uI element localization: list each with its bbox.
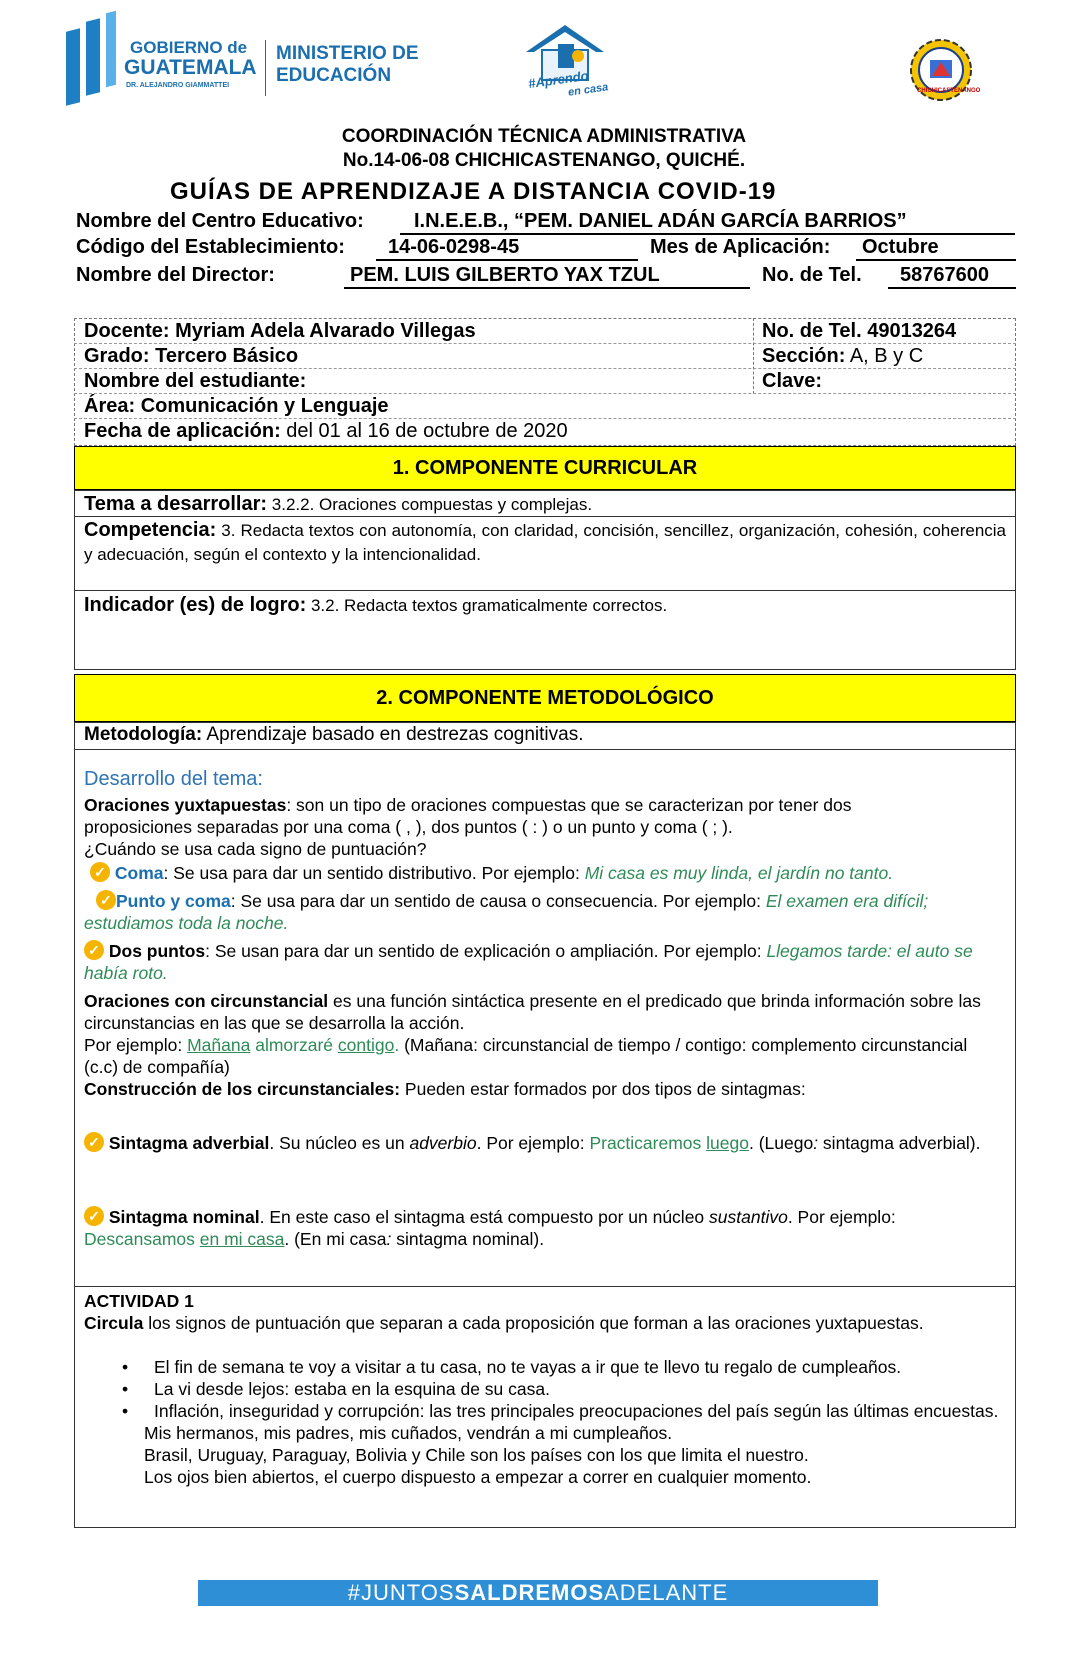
coma-example: Mi casa es muy linda, el jardín no tanto. [584,863,894,883]
ej-rest: (Mañana: circunstancial de tiempo / contigo: complemento circunstancial (c.c) de compañía) [84,1035,968,1077]
grado: Grado: Tercero Básico [84,345,299,367]
dp-example: Llegamos tarde: el auto se había roto. [84,941,973,983]
dos-puntos-item [84,940,1004,984]
tema [84,493,592,516]
tel-label: No. de Tel. [762,264,862,286]
coma-text: : Se usa para dar un sentido distributivo. Por ejemplo: [163,863,585,883]
yux-label: Oraciones yuxtapuestas [84,795,287,815]
actividad-title: ACTIVIDAD 1 [84,1291,194,1311]
sintagma-adverbial-item [84,1132,1004,1154]
director-label: Nombre del Director: [76,264,275,286]
nom-example-3: . (En mi casa [284,1229,387,1249]
metodologia-label: Metodología: [84,724,203,745]
ej-word-3: contigo [337,1035,395,1055]
ej-word-2: almorzaré [250,1035,338,1055]
docente-tel: No. de Tel. 49013264 [762,320,957,342]
actividad-list [84,1356,1004,1488]
pyc-example: El examen era difícil; estudiamos toda la noche. [84,891,929,933]
circula-label: Circula [84,1313,144,1333]
check-icon: ✓ [96,890,116,910]
seccion [762,345,923,368]
codigo-label: Código del Establecimiento: [76,236,345,258]
ministerio-text: MINISTERIO DE [276,43,419,64]
pyc-text: : Se usa para dar un sentido de causa o consecuencia. Por ejemplo: [230,891,766,911]
adv-example-3: . (Luego [748,1133,814,1153]
bullet: • [122,1401,129,1421]
actividad-item-text: La vi desde lejos: estaba en la esquina de su casa. [154,1379,550,1399]
circ-label: Oraciones con circunstancial [84,991,329,1011]
componente-curricular-box [74,490,1016,670]
aprendo-text: #Aprendo [527,67,590,92]
adv-label: Sintagma adverbial [108,1133,270,1153]
actividad-item-text: El fin de semana te voy a visitar a tu casa, no te vayas a ir que te llevo tu regalo de cumpleaños. [154,1357,902,1377]
actividad-item [84,1422,1004,1444]
en-casa-text: en casa [567,81,610,99]
actividad-item [84,1444,1004,1466]
director-value: PEM. LUIS GILBERTO YAX TZUL [344,264,750,289]
area: Área: Comunicación y Lenguaje [84,395,389,417]
check-icon: ✓ [90,862,110,882]
indicador-value: 3.2. Redacta textos gramaticalmente correctos. [306,596,668,615]
actividad-item-text: Inflación, inseguridad y corrupción: las tres principales preocupaciones del país según las últimas encuestas. [154,1401,999,1421]
actividad-instructions: los signos de puntuación que separan a cada proposición que forman a las oraciones yuxtapuestas. [143,1313,924,1333]
coordinacion-title: COORDINACIÓN TÉCNICA ADMINISTRATIVA [341,126,747,147]
aprendo-en-casa-logo [520,22,610,102]
bullet: • [122,1357,129,1377]
adv-example-4: : [813,1133,819,1153]
adv-example-1: Practicaremos [589,1133,707,1153]
centro-label: Nombre del Centro Educativo: [76,210,364,232]
actividad-item [84,1400,1004,1422]
adv-example-5: sintagma adverbial). [818,1133,981,1153]
yuxtapuestas-paragraph [84,794,964,860]
ej-word-4: . [394,1035,400,1055]
adv-text-2: . Por ejemplo: [476,1133,590,1153]
tel-value: 58767600 [888,264,1016,289]
componente-metodologico-header: 2. COMPONENTE METODOLÓGICO [74,674,1016,722]
seccion-label: Sección: [762,345,846,367]
sintagma-nominal-item [84,1206,1004,1250]
const-label: Construcción de los circunstanciales: [84,1079,401,1099]
competencia-label: Competencia: [84,519,217,541]
info-rule [74,368,1016,369]
gobierno-text: GOBIERNO de [130,38,248,57]
row-rule [74,1286,1016,1287]
componente-curricular-header: 1. COMPONENTE CURRICULAR [74,446,1016,490]
adv-word: adverbio [409,1133,477,1153]
info-divider [753,318,755,394]
mes-label: Mes de Aplicación: [650,236,831,258]
nom-text-1: . En este caso el sintagma está compuesto por un núcleo [259,1207,710,1227]
gear-seal-icon [908,32,974,108]
check-icon: ✓ [84,1206,104,1226]
actividad-item [84,1466,1004,1488]
nom-example-4: : [386,1229,392,1249]
header-divider [265,40,266,96]
nom-example-5: sintagma nominal). [391,1229,545,1249]
tema-value: 3.2.2. Oraciones compuestas y complejas. [267,495,593,514]
footer-banner [198,1580,878,1606]
president-text: DR. ALEJANDRO GIAMMATTEI [126,82,230,89]
nom-word: sustantivo [709,1207,788,1227]
nom-text-2: . Por ejemplo: [787,1207,896,1227]
footer-end: ADELANTE [604,1580,729,1605]
fecha-value: del 01 al 16 de octubre de 2020 [280,420,568,442]
coma-label: Coma [114,863,164,883]
indicador-label: Indicador (es) de logro: [84,594,307,616]
dp-label: Dos puntos [108,941,206,961]
adv-text-1: . Su núcleo es un [269,1133,410,1153]
guatemala-text: GUATEMALA [124,56,257,79]
actividad-section [84,1290,984,1334]
page-title: GUÍAS DE APRENDIZAJE A DISTANCIA COVID-19 [170,178,777,205]
info-rule [74,393,1016,394]
info-rule [74,343,1016,344]
bullet: • [122,1379,129,1399]
competencia [84,519,1006,567]
row-rule [74,590,1016,591]
nom-example-2: en mi casa [199,1229,285,1249]
nom-example-1: Descansamos [84,1229,200,1249]
circ-text: es una función sintáctica presente en el predicado que brinda información sobre las circunstancias en las que se desarrolla la acción. [84,991,981,1033]
educacion-text: EDUCACIÓN [276,65,392,86]
docente: Docente: Myriam Adela Alvarado Villegas [84,320,476,342]
ej-word-1: Mañana [187,1035,251,1055]
indicador [84,594,667,617]
estudiante: Nombre del estudiante: [84,370,307,392]
actividad-item-text: Brasil, Uruguay, Paraguay, Bolivia y Chile son los países con los que limita el nuestro. [144,1445,809,1465]
nom-label: Sintagma nominal [108,1207,260,1227]
fecha-label: Fecha de aplicación: [84,420,281,442]
footer-bold: SALDREMOS [454,1580,605,1605]
actividad-item [84,1356,1004,1378]
centro-value: I.N.E.E.B., “PEM. DANIEL ADÁN GARCÍA BARRIOS” [400,210,1015,235]
mes-value: Octubre [856,236,1016,261]
check-icon: ✓ [84,1132,104,1152]
footer-hash: #JUNTOS [347,1580,455,1605]
metodologia [84,724,584,746]
coma-item [90,862,1000,884]
competencia-value: 3. Redacta textos con autonomía, con claridad, concisión, sencillez, organización, cohesión, coherencia y adecuación, según el contexto y la intencionalidad. [84,521,1006,564]
gobierno-logo [66,16,266,104]
info-rule [74,418,1016,419]
fecha [84,420,568,443]
adv-example-2: luego [706,1133,749,1153]
seal-text: CHICHICASTENANGO [917,88,981,94]
tema-label: Tema a desarrollar: [84,493,268,515]
cuando-text: ¿Cuándo se usa cada signo de puntuación? [84,839,427,859]
clave: Clave: [762,370,823,392]
punto-y-coma-item [84,890,1004,934]
check-icon: ✓ [84,940,104,960]
actividad-item-text: Los ojos bien abiertos, el cuerpo dispuesto a empezar a correr en cualquier momento. [144,1467,812,1487]
codigo-value: 14-06-0298-45 [376,236,638,261]
metodologia-value: Aprendizaje basado en destrezas cognitivas. [202,724,584,745]
desarrollo-heading: Desarrollo del tema: [84,768,263,790]
actividad-item-text: Mis hermanos, mis padres, mis cuñados, vendrán a mi cumpleaños. [144,1423,673,1443]
ej-label: Por ejemplo: [84,1035,188,1055]
const-text: Pueden estar formados por dos tipos de sintagmas: [400,1079,806,1099]
dp-text: : Se usan para dar un sentido de explicación o ampliación. Por ejemplo: [205,941,767,961]
pyc-label: Punto y coma [116,891,231,911]
actividad-item [84,1378,1004,1400]
circunstancial-paragraph [84,990,1004,1100]
row-rule [74,516,1016,517]
row-rule [74,749,1016,750]
coordinacion-number: No.14-06-08 CHICHICASTENANGO, QUICHÉ. [342,150,746,171]
seccion-value: A, B y C [845,345,924,367]
school-seal [908,32,981,108]
yux-text: : son un tipo de oraciones compuestas que se caracterizan por tener dos proposiciones separadas por una coma ( , ), dos puntos ( : ) o un punto y coma ( ; ). [84,795,852,837]
